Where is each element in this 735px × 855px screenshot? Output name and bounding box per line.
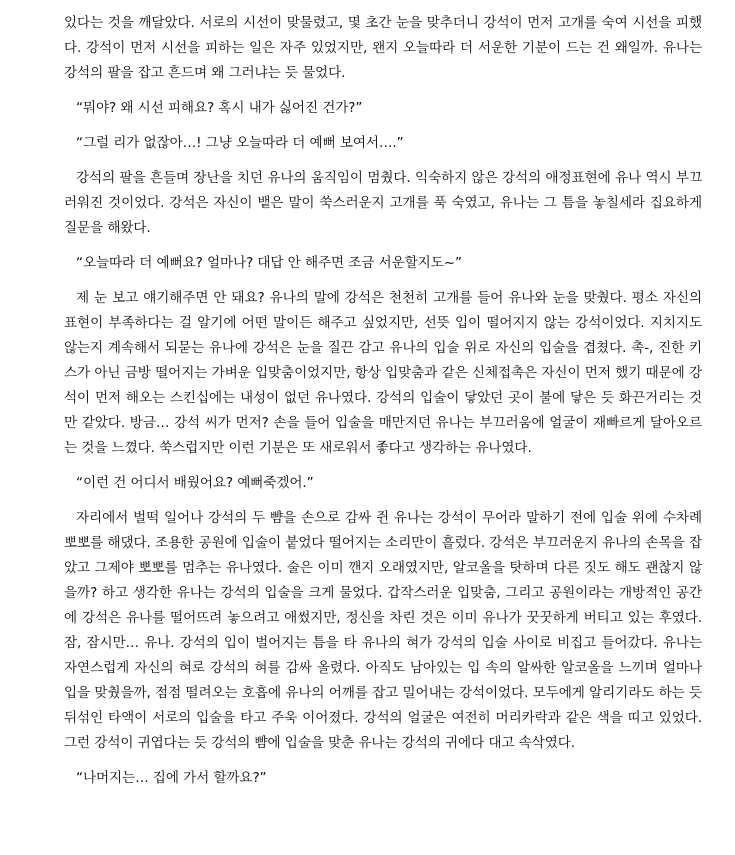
paragraph-dialogue: “오늘따라 더 예뻐요? 얼마나? 대답 안 해주면 조금 서운할지도~” (76, 255, 462, 271)
paragraph-narration: 제 눈 보고 얘기해주면 안 돼요? 유나의 말에 강석은 천천히 고개를 들어 유나와 눈을 맞췄다. 평소 자신의 표현이 부족하다는 걸 알기에 어떤 말이든 해주고 싶었지만, 선뜻 입이 떨어지지 않는 강석이었다. 지치지도 않는지 계속해서 되묻는 유나에 강석은 눈을 질끈 감고 유나의 입술 위로 자신의 입술을 겹쳤다. 촉-, 진한 키스가 아닌 금방 떨어지는 가벼운 입맞춤이었지만, 항상 입맞춤과 같은 신체접촉은 자신이 먼저 했기 때문에 강석이 먼저 해오는 스킨십에는 내성이 없던 유나였다. 강석의 입술이 닿았던 곳이 불에 닿은 듯 화끈거리는 것만 같았다. 방금… 강석 씨가 먼저? 손을 들어 입술을 매만지던 유나는 부끄러움에 얼굴이 재빠르게 달아오르는 것을 느꼈다. 쑥스럽지만 이런 기분은 또 새로워서 좋다고 생각하는 유나였다. (64, 290, 702, 456)
paragraph-narration: 있다는 것을 깨달았다. 서로의 시선이 맞물렸고, 몇 초간 눈을 맞추더니 강석이 먼저 고개를 숙여 시선을 피했다. 강석이 먼저 시선을 피하는 일은 자주 있었지만, 왠지 오늘따라 더 서운한 기분이 드는 건 왜일까. 유나는 강석의 팔을 잡고 흔드며 왜 그러냐는 듯 물었다. (64, 15, 702, 81)
paragraph-dialogue: “그럴 리가 없잖아…! 그냥 오늘따라 더 예뻐 보여서….” (76, 135, 404, 151)
paragraph-narration: 강석의 팔을 흔들며 장난을 치던 유나의 움직임이 멈췄다. 익숙하지 않은 강석의 애정표현에 유나 역시 부끄러워진 것이었다. 강석은 자신이 뱉은 말이 쑥스러운지 고개를 푹 숙였고, 유나는 그 틈을 놓칠세라 집요하게 질문을 해왔다. (64, 170, 702, 236)
paragraph-dialogue: “나머지는… 집에 가서 할까요?” (76, 770, 267, 786)
paragraph-dialogue: “이런 건 어디서 배웠어요? 예뻐죽겠어.” (76, 475, 314, 491)
paragraph-dialogue: “뭐야? 왜 시선 피해요? 혹시 내가 싫어진 건가?” (76, 100, 363, 116)
paragraph-narration: 자리에서 벌떡 일어나 강석의 두 뺨을 손으로 감싸 쥔 유나는 강석이 무어라 말하기 전에 입술 위에 수차례 뽀뽀를 해댔다. 조용한 공원에 입술이 붙었다 떨어지는 소리만이 흘렀다. 강석은 부끄러운지 유나의 손목을 잡았고 그제야 뽀뽀를 멈추는 유나였다. 술은 이미 깬지 오래였지만, 알코올을 탓하며 다른 짓도 해도 괜찮지 않을까? 하고 생각한 유나는 강석의 입술을 크게 물었다. 갑작스러운 입맞춤, 그리고 공원이라는 개방적인 공간에 강석은 유나를 떨어뜨려 놓으려고 애썼지만, 정신을 차린 것은 이미 유나가 꿋꿋하게 버티고 있는 후였다. 잠, 잠시만… 유나. 강석의 입이 벌어지는 틈을 타 유나의 혀가 강석의 입술 사이로 비집고 들어갔다. 유나는 자연스럽게 자신의 혀로 강석의 혀를 감싸 올렸다. 아직도 남아있는 입 속의 알싸한 알코올을 느끼며 얼마나 입을 맞췄을까, 점점 떨려오는 호흡에 유나의 어깨를 잡고 밀어내는 강석이었다. 모두에게 알리기라도 하는 듯 뒤섞인 타액이 서로의 입술을 타고 주욱 이어졌다. 강석의 얼굴은 여전히 머리카락과 같은 색을 띠고 있었다. 그런 강석이 귀엽다는 듯 강석의 뺨에 입술을 맞춘 유나는 강석의 귀에다 대고 속삭였다. (64, 510, 702, 751)
